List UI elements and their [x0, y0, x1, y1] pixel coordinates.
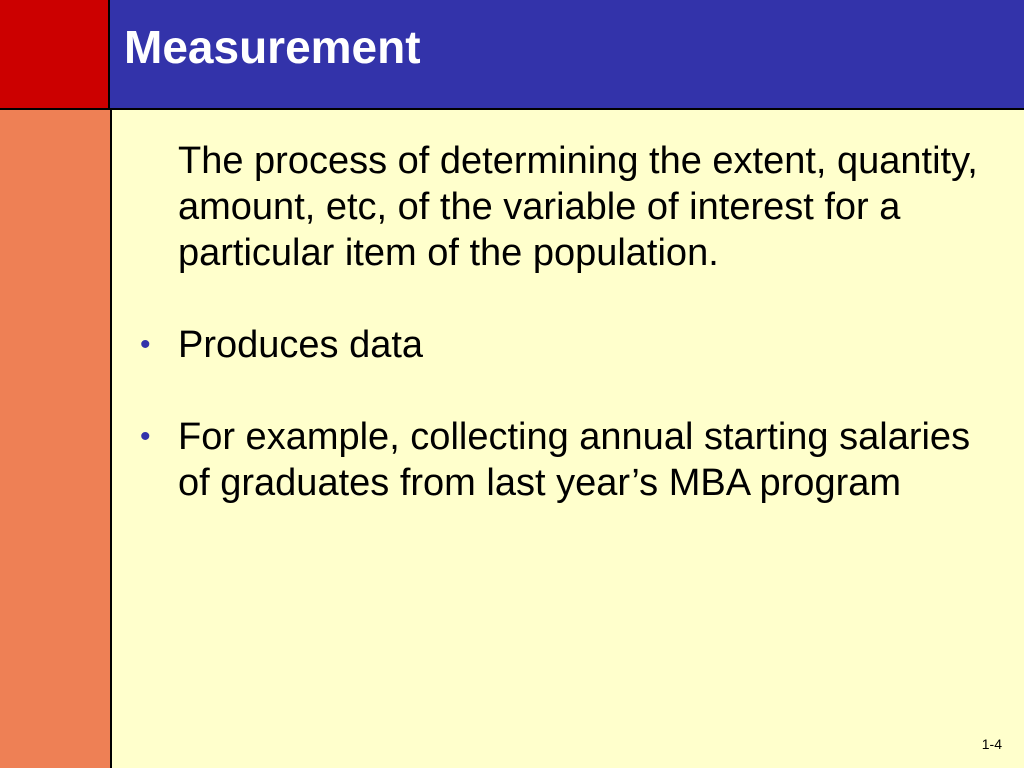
corner-block	[0, 0, 110, 110]
bullet-icon: •	[140, 420, 151, 453]
bullet-text: Produces data	[178, 324, 424, 366]
title-bar	[110, 0, 1024, 110]
side-bar	[0, 110, 112, 768]
bullet-item	[140, 322, 980, 368]
slide-title: Measurement	[124, 21, 421, 73]
slide-content	[140, 138, 980, 552]
bullet-text: For example, collecting annual starting salaries of graduates from last year’s MBA program	[178, 416, 971, 504]
page-number: 1-4	[981, 736, 1002, 752]
bullet-icon: •	[140, 328, 151, 361]
intro-paragraph: The process of determining the extent, quantity, amount, etc, of the variable of interest for a particular item of the population.	[178, 140, 978, 274]
bullet-item	[140, 414, 980, 506]
